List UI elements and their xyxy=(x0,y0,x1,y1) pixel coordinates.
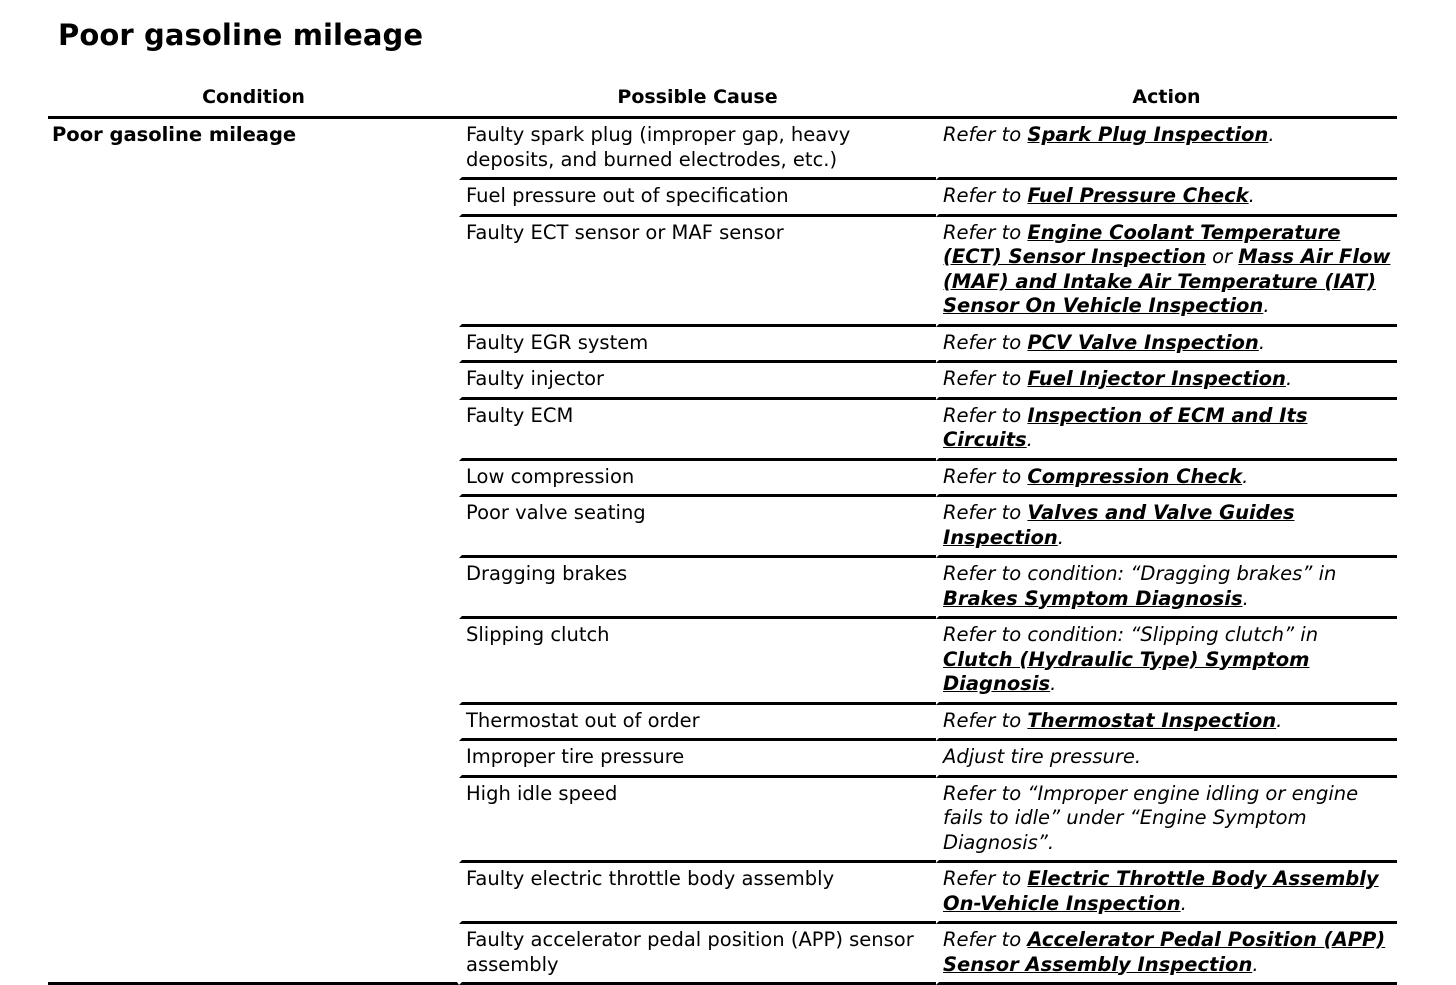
action-text: . xyxy=(1258,330,1266,354)
action-reference-link[interactable]: Brakes Symptom Diagnosis xyxy=(943,586,1243,610)
possible-cause-cell: Faulty electric throttle body assembly xyxy=(459,863,936,924)
action-text: Refer to xyxy=(943,708,1028,732)
action-reference-link[interactable]: Spark Plug Inspection xyxy=(1027,123,1269,146)
action-text: Refer to condition: “Slipping clutch” in xyxy=(943,623,1319,646)
action-text: Refer to xyxy=(943,501,1028,524)
possible-cause-cell: Faulty ECM xyxy=(459,400,936,461)
action-cell xyxy=(936,619,1397,705)
header-row xyxy=(48,84,1397,119)
action-reference-link[interactable]: Fuel Injector Inspection xyxy=(1027,367,1286,390)
action-reference-link[interactable]: PCV Valve Inspection xyxy=(1027,330,1259,354)
possible-cause-cell: Low compression xyxy=(459,461,936,498)
possible-cause-cell: Dragging brakes xyxy=(459,558,936,619)
possible-cause-cell: Thermostat out of order xyxy=(459,705,936,742)
action-reference-link[interactable]: Electric Throttle Body Assembly On-Vehicle Inspection xyxy=(943,867,1379,915)
table-body xyxy=(48,119,1397,985)
action-text: Refer to xyxy=(943,367,1028,390)
header-condition: Condition xyxy=(48,84,459,119)
action-text: Adjust tire pressure. xyxy=(943,745,1142,768)
header-possible-cause: Possible Cause xyxy=(459,84,936,119)
possible-cause-cell: Faulty accelerator pedal position (APP) sensor assembly xyxy=(459,924,936,985)
action-cell xyxy=(936,180,1397,217)
action-text: . xyxy=(1268,123,1275,146)
action-text: Refer to xyxy=(943,220,1028,244)
action-text: . xyxy=(1026,428,1033,451)
action-cell xyxy=(936,400,1397,461)
action-reference-link[interactable]: Clutch (Hydraulic Type) Symptom Diagnosis xyxy=(943,647,1310,695)
header-action: Action xyxy=(936,84,1397,119)
action-cell xyxy=(936,705,1397,742)
action-text: Refer to xyxy=(943,464,1028,488)
action-text: . xyxy=(1263,294,1270,317)
action-text: . xyxy=(1248,184,1255,207)
page-title: Poor gasoline mileage xyxy=(58,18,424,52)
action-text: Refer to xyxy=(943,184,1028,207)
action-cell xyxy=(936,778,1397,864)
action-reference-link[interactable]: Valves and Valve Guides Inspection xyxy=(943,501,1295,549)
action-reference-link[interactable]: Inspection of ECM and Its Circuits xyxy=(943,403,1308,451)
action-cell xyxy=(936,327,1397,364)
action-cell xyxy=(936,863,1397,924)
action-cell xyxy=(936,497,1397,558)
action-text: Refer to condition: “Dragging brakes” in xyxy=(943,562,1337,585)
action-reference-link[interactable]: Accelerator Pedal Position (APP) Sensor Assembly Inspection xyxy=(943,928,1386,976)
action-cell xyxy=(936,363,1397,400)
possible-cause-cell: High idle speed xyxy=(459,778,936,864)
possible-cause-cell: Slipping clutch xyxy=(459,619,936,705)
action-reference-link[interactable]: Compression Check xyxy=(1027,464,1243,488)
action-text: or xyxy=(1205,245,1239,268)
action-cell xyxy=(936,558,1397,619)
action-text: . xyxy=(1276,708,1283,732)
action-text: Refer to xyxy=(943,867,1028,890)
possible-cause-cell: Faulty injector xyxy=(459,363,936,400)
action-cell xyxy=(936,461,1397,498)
action-text: . xyxy=(1057,525,1064,549)
possible-cause-cell: Faulty ECT sensor or MAF sensor xyxy=(459,217,936,327)
action-cell xyxy=(936,119,1397,180)
action-cell xyxy=(936,217,1397,327)
action-text: . xyxy=(1252,952,1259,976)
action-text: . xyxy=(1050,672,1057,695)
possible-cause-cell: Improper tire pressure xyxy=(459,741,936,778)
action-reference-link[interactable]: Fuel Pressure Check xyxy=(1027,184,1249,207)
diagnosis-table xyxy=(48,84,1397,985)
possible-cause-cell: Faulty EGR system xyxy=(459,327,936,364)
possible-cause-cell: Faulty spark plug (improper gap, heavy deposits, and burned electrodes, etc.) xyxy=(459,119,936,180)
action-text: . xyxy=(1242,464,1249,488)
action-text: Refer to “Improper engine idling or engine fails to idle” under “Engine Symptom Diagnosis”. xyxy=(943,781,1359,854)
possible-cause-cell: Poor valve seating xyxy=(459,497,936,558)
action-text: Refer to xyxy=(943,330,1028,354)
action-reference-link[interactable]: Engine Coolant Temperature (ECT) Sensor Inspection xyxy=(943,220,1341,268)
possible-cause-cell: Fuel pressure out of specification xyxy=(459,180,936,217)
action-cell xyxy=(936,924,1397,985)
action-text: . xyxy=(1180,891,1187,915)
action-text: Refer to xyxy=(943,123,1028,146)
table-row xyxy=(48,119,1397,180)
action-text: . xyxy=(1242,586,1249,610)
action-text: . xyxy=(1285,367,1293,390)
condition-cell: Poor gasoline mileage xyxy=(48,119,459,985)
action-text: Refer to xyxy=(943,928,1028,951)
action-text: Refer to xyxy=(943,403,1028,427)
action-reference-link[interactable]: Mass Air Flow (MAF) and Intake Air Temperature (IAT) Sensor On Vehicle Inspection xyxy=(943,245,1391,317)
action-reference-link[interactable]: Thermostat Inspection xyxy=(1027,708,1277,732)
action-cell xyxy=(936,741,1397,778)
